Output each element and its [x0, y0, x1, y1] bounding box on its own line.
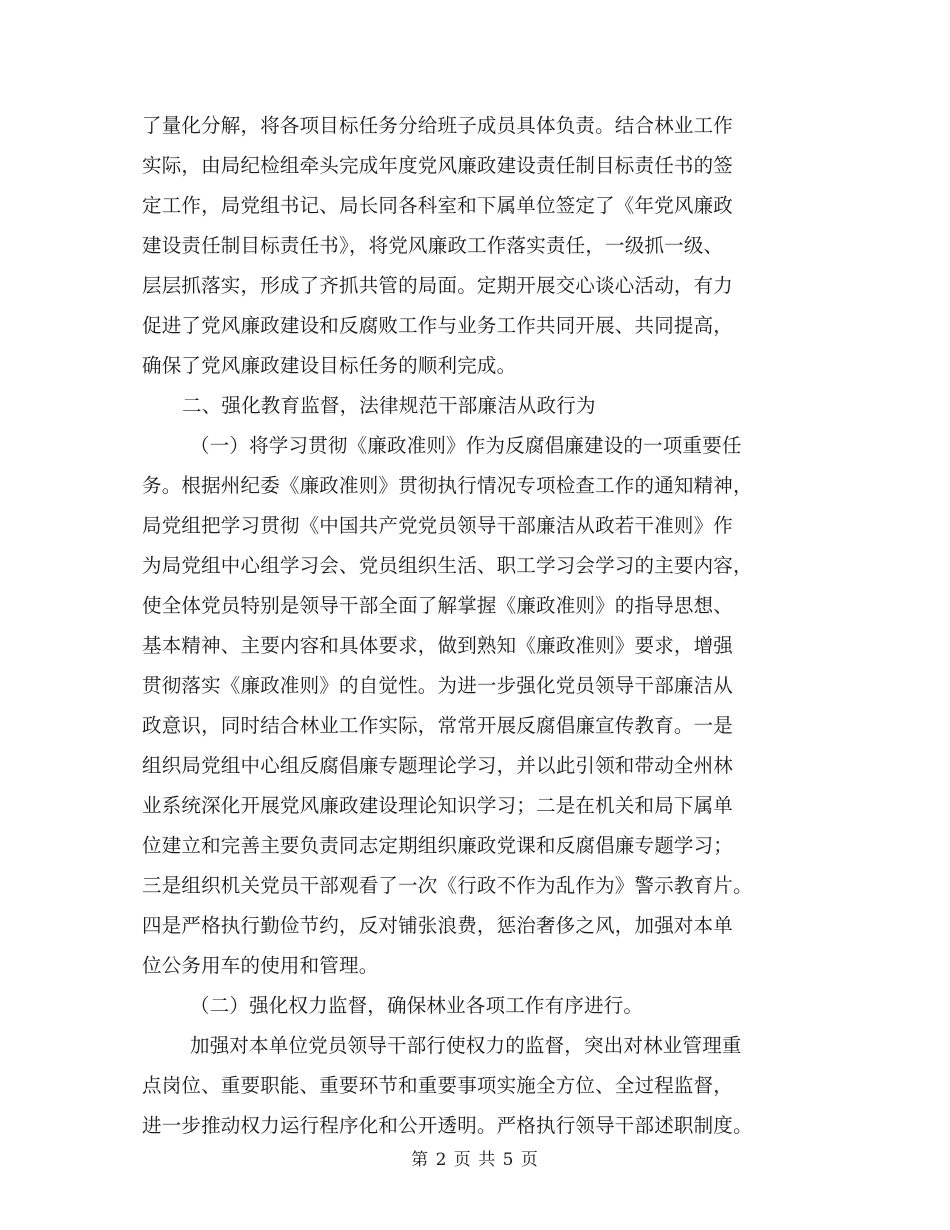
text-line: 务。根据州纪委《廉政准则》贯彻执行情况专项检查工作的通知精神，: [142, 474, 753, 497]
text-line: 确保了党风廉政建设目标任务的顺利完成。: [142, 354, 517, 377]
text-line: 业系统深化开展党风廉政建设理论知识学习；二是在机关和局下属单: [142, 794, 734, 817]
subsection-heading: （二）强化权力监督，确保林业各项工作有序进行。: [190, 994, 644, 1017]
text-line: 基本精神、主要内容和具体要求，做到熟知《廉政准则》要求，增强: [142, 634, 734, 657]
text-line: 促进了党风廉政建设和反腐败工作与业务工作共同开展、共同提高，: [142, 314, 734, 337]
text-line: 组织局党组中心组反腐倡廉专题理论学习，并以此引领和带动全州林: [142, 754, 734, 777]
subsection-heading: （一）将学习贯彻《廉政准则》作为反腐倡廉建设的一项重要任: [190, 434, 742, 457]
text-line: 政意识，同时结合林业工作实际，常常开展反腐倡廉宣传教育。一是: [142, 714, 734, 737]
text-line: 贯彻落实《廉政准则》的自觉性。为进一步强化党员领导干部廉洁从: [142, 674, 734, 697]
text-line: 进一步推动权力运行程序化和公开透明。严格执行领导干部述职制度。: [142, 1114, 753, 1137]
text-line: 四是严格执行勤俭节约，反对铺张浪费，惩治奢侈之风，加强对本单: [142, 914, 734, 937]
text-line: 层层抓落实，形成了齐抓共管的局面。定期开展交心谈心活动，有力: [142, 274, 734, 297]
paragraph-start: 加强对本单位党员领导干部行使权力的监督，突出对林业管理重: [190, 1034, 742, 1057]
text-line: 三是组织机关党员干部观看了一次《行政不作为乱作为》警示教育片。: [142, 874, 753, 897]
body-text: [142, 106, 822, 1146]
text-line: 定工作，局党组书记、局长同各科室和下属单位签定了《年党风廉政: [142, 194, 734, 217]
text-line: 为局党组中心组学习会、党员组织生活、职工学习会学习的主要内容，: [142, 554, 753, 577]
text-line: 使全体党员特别是领导干部全面了解掌握《廉政准则》的指导思想、: [142, 594, 734, 617]
text-line: 位建立和完善主要负责同志定期组织廉政党课和反腐倡廉专题学习；: [142, 834, 734, 857]
text-line: 建设责任制目标责任书》，将党风廉政工作落实责任，一级抓一级、: [142, 234, 724, 257]
text-line: 局党组把学习贯彻《中国共产党党员领导干部廉洁从政若干准则》作: [142, 514, 734, 537]
text-line: 了量化分解，将各项目标任务分给班子成员具体负责。结合林业工作: [142, 114, 734, 137]
text-line: 位公务用车的使用和管理。: [142, 954, 379, 977]
page-number-footer: 第 2 页 共 5 页: [411, 1150, 539, 1170]
text-line: 点岗位、重要职能、重要环节和重要事项实施全方位、全过程监督，: [142, 1074, 734, 1097]
section-heading: 二、强化教育监督，法律规范干部廉洁从政行为: [182, 394, 596, 417]
text-line: 实际，由局纪检组牵头完成年度党风廉政建设责任制目标责任书的签: [142, 154, 734, 177]
